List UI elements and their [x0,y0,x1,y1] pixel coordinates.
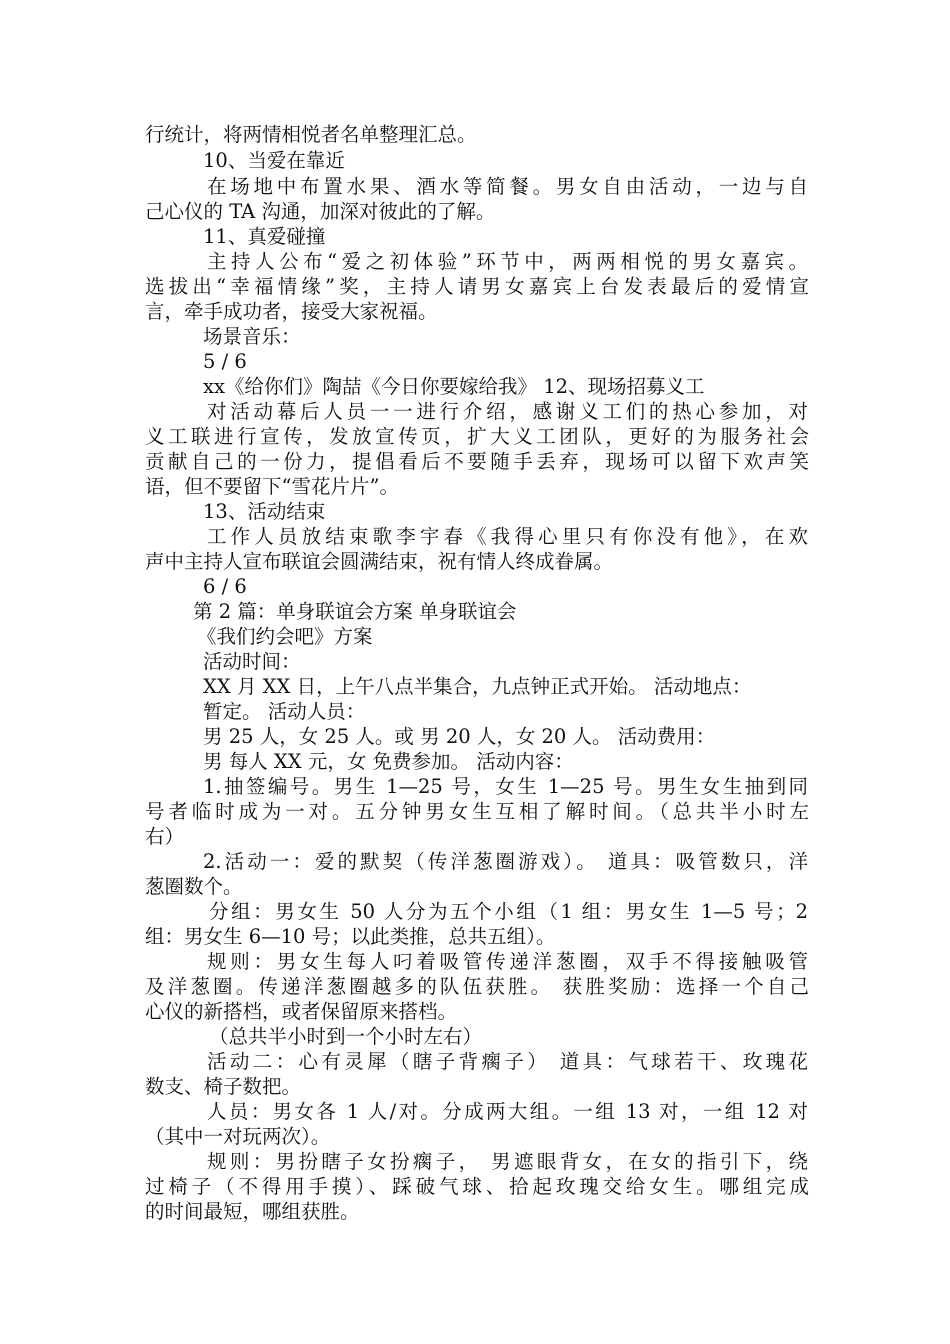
page-number: 6 / 6 [203,575,247,598]
chapter-title: 第 2 篇：单身联谊会方案 单身联谊会 [193,600,517,623]
text-line: 对活动幕后人员一一进行介绍，感谢义工们的热心参加，对 [207,400,808,423]
text-line: 组：男女生 6—10 号；以此类推，总共五组）。 [145,925,556,948]
section-heading: 13、活动结束 [203,500,326,523]
text-line: 活动二：心有灵犀（瞎子背瘸子） 道具：气球若干、玫瑰花 [207,1050,808,1073]
text-line: 及洋葱圈。传递洋葱圈越多的队伍获胜。 获胜奖励：选择一个自己 [145,975,809,998]
text-line: 心仪的新搭档，或者保留原来搭档。 [145,1000,458,1023]
text-line: 葱圈数个。 [145,875,243,898]
text-line: 规则：男女生每人叼着吸管传递洋葱圈，双手不得接触吸管 [207,950,808,973]
text-line: XX 月 XX 日，上午八点半集合，九点钟正式开始。 活动地点： [203,675,752,698]
text-line: 行统计，将两情相悦者名单整理汇总。 [145,123,477,146]
text-line: （总共半小时到一个小时左右） [209,1025,483,1048]
text-line: 规则：男扮瞎子女扮瘸子， 男遮眼背女，在女的指引下，绕 [207,1150,808,1173]
text-line: 数支、椅子数把。 [145,1075,302,1098]
text-line: 语，但不要留下“雪花片片”。 [145,475,399,498]
text-line: 《我们约会吧》方案 [197,625,373,648]
text-line: 男 每人 XX 元，女 免费参加。 活动内容： [203,750,574,773]
section-heading: 11、真爱碰撞 [203,225,326,248]
text-line: 己心仪的 TA 沟通，加深对彼此的了解。 [145,200,496,223]
text-line: 声中主持人宣布联谊会圆满结束，祝有情人终成眷属。 [145,550,614,573]
text-line: （其中一对玩两次）。 [145,1125,331,1148]
text-line: 1.抽签编号。男生 1—25 号，女生 1—25 号。男生女生抽到同 [203,775,808,798]
text-line: 2.活动一：爱的默契（传洋葱圈游戏）。 道具：吸管数只，洋 [203,850,808,873]
text-line: xx《给你们》陶喆《今日你要嫁给我》 12、现场招募义工 [203,375,705,398]
text-line: 人员：男女各 1 人/对。分成两大组。一组 13 对，一组 12 对 [207,1100,808,1123]
text-line: 场景音乐： [203,325,301,348]
text-line: 号者临时成为一对。五分钟男女生互相了解时间。（总共半小时左 [145,800,809,823]
text-line: 贡献自己的一份力，提倡看后不要随手丢弃，现场可以留下欢声笑 [145,450,809,473]
text-line: 言，牵手成功者，接受大家祝福。 [145,300,438,323]
text-line: 活动时间： [203,650,301,673]
section-heading: 10、当爱在靠近 [203,149,345,172]
text-line: 分组：男女生 50 人分为五个小组（1 组：男女生 1—5 号；2 [209,900,808,923]
text-line: 暂定。 活动人员： [203,700,366,723]
text-line: 过椅子（不得用手摸）、踩破气球、拾起玫瑰交给女生。哪组完成 [145,1175,809,1198]
text-line: 右） [145,825,185,848]
page-number: 5 / 6 [203,350,247,373]
text-line: 义工联进行宣传，发放宣传页，扩大义工团队，更好的为服务社会 [145,425,809,448]
text-line: 选拔出“幸福情缘”奖，主持人请男女嘉宾上台发表最后的爱情宣 [145,275,809,298]
text-line: 在场地中布置水果、酒水等简餐。男女自由活动，一边与自 [207,175,808,198]
text-line: 的时间最短，哪组获胜。 [145,1200,360,1223]
text-line: 男 25 人，女 25 人。或 男 20 人，女 20 人。 活动费用： [203,725,716,748]
text-line: 主持人公布“爱之初体验”环节中，两两相悦的男女嘉宾。 [207,250,808,273]
text-line: 工作人员放结束歌李宇春《我得心里只有你没有他》，在欢 [207,525,808,548]
